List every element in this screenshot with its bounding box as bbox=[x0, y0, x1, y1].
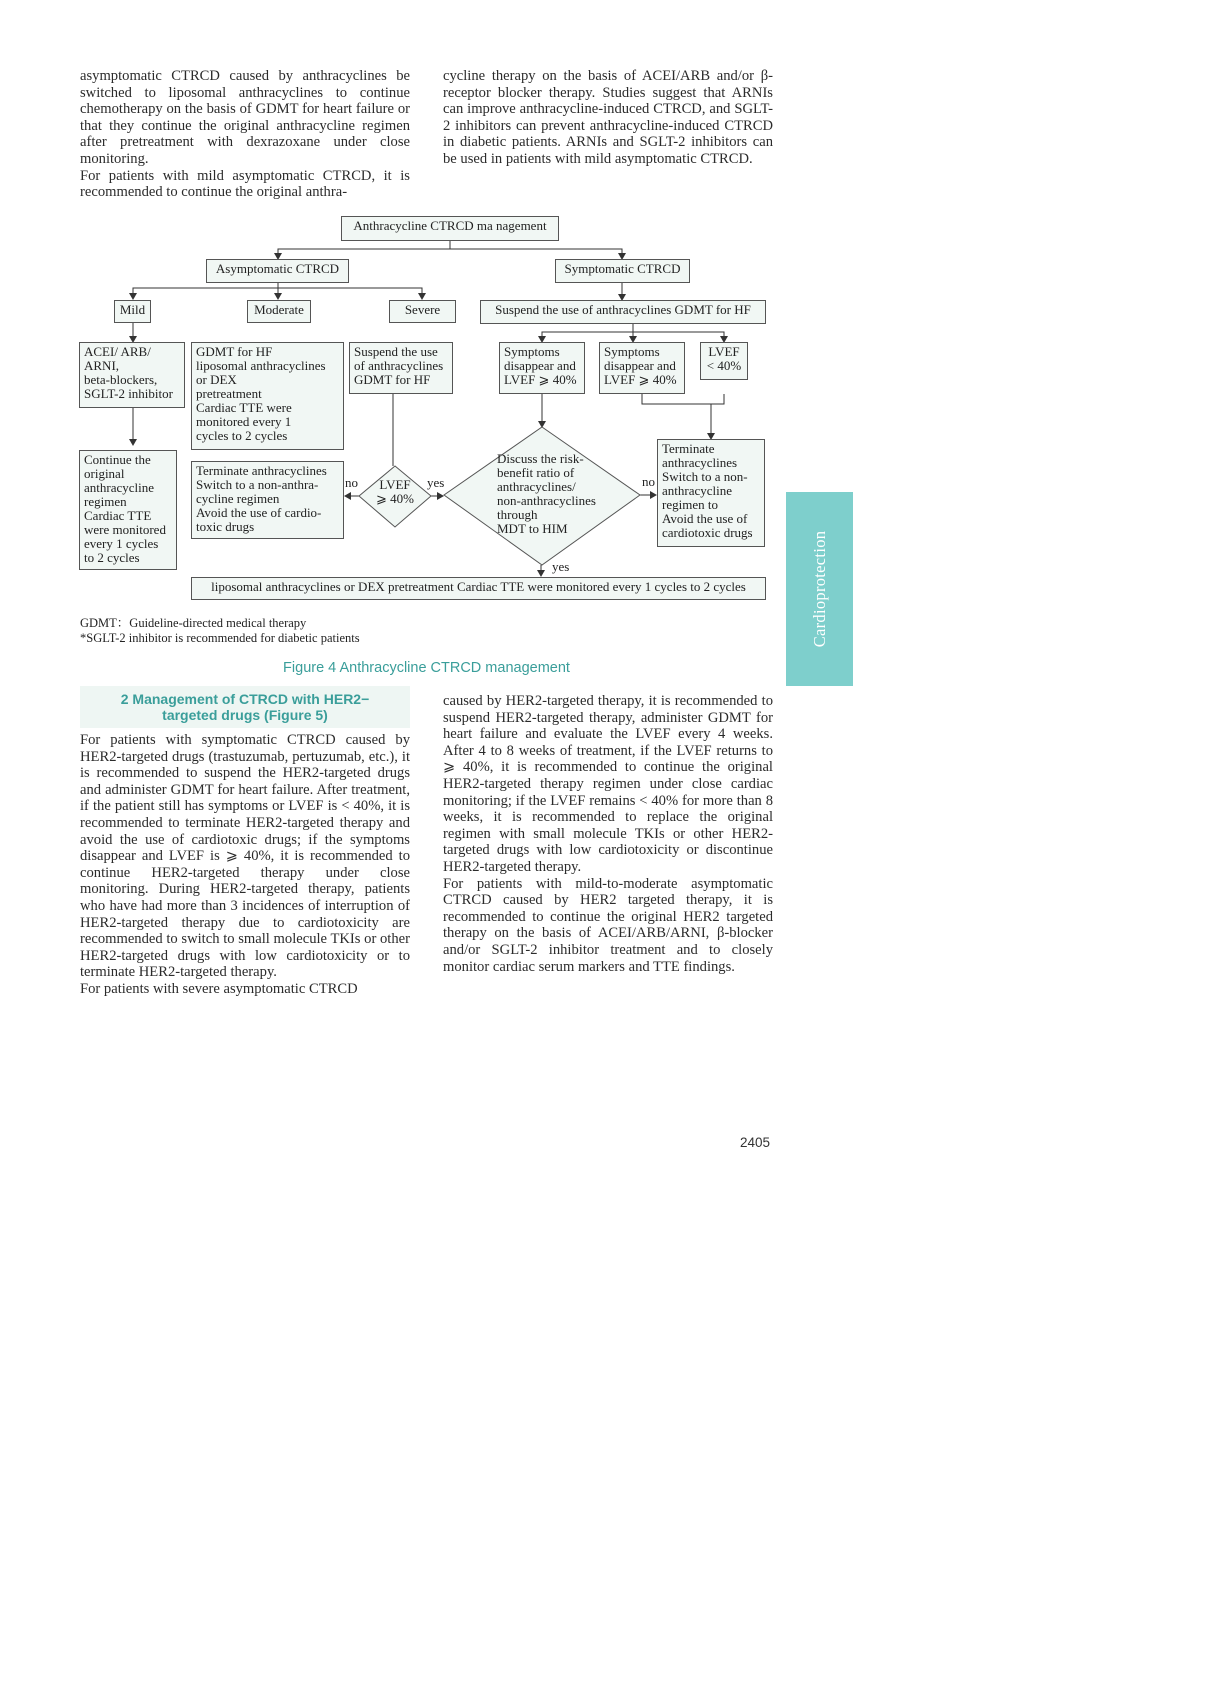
node-root: Anthracycline CTRCD ma nagement bbox=[341, 216, 559, 241]
label-yes: yes bbox=[427, 475, 445, 490]
connector bbox=[450, 249, 622, 259]
node-suspend-gdmt: Suspend the use of anthracyclines GDMT for HF bbox=[480, 300, 766, 324]
connector bbox=[633, 332, 724, 342]
connector bbox=[133, 282, 278, 299]
paragraph: For patients with severe asymptomatic CTRCD bbox=[80, 980, 358, 997]
node-lvef-below-40: LVEF < 40% bbox=[700, 342, 748, 380]
section-heading bbox=[80, 686, 410, 728]
node-severe: Severe bbox=[389, 300, 456, 323]
section-heading-line: targeted drugs (Figure 5) bbox=[162, 707, 328, 723]
connector bbox=[542, 323, 633, 342]
flowchart-connectors bbox=[0, 0, 1218, 660]
discuss-diamond-text: Discuss the risk- benefit ratio of anthracyclines/ non-anthracyclines through MDT to HIM bbox=[497, 451, 596, 536]
paragraph: asymptomatic CTRCD caused by anthracyclines be switched to liposomal anthracyclines to continue chemotherapy on the basis of GDMT for heart failure or that they continue the original anthracycline regimen after pretreatment with dexrazoxane under close monitoring. bbox=[80, 68, 410, 167]
flowchart-figure-4 bbox=[0, 0, 1218, 660]
paragraph: cycline therapy on the basis of ACEI/ARB and/or β-receptor blocker therapy. Studies suggest that ARNIs can improve anthracycline-induced CTRCD, and SGLT-2 inhibitors can prevent anthracycline-induced CTRCD in diabetic patients. ARNIs and SGLT-2 inhibitors can be used in patients with mild asymptomatic CTRCD. bbox=[443, 68, 773, 167]
figure-caption: Figure 4 Anthracycline CTRCD management bbox=[283, 660, 570, 676]
paragraph: For patients with mild-to-moderate asymptomatic CTRCD caused by HER2 targeted therapy, it is recommended to continue the original HER2 targeted therapy on the basis of ACEI/ARB/ARNI, β-blocker and/or SGLT-2 inhibitor treatment and to closely monitor cardiac serum markers and TTE findings. bbox=[443, 875, 773, 975]
label-no: no bbox=[345, 475, 358, 490]
node-bottom-monitoring: liposomal anthracyclines or DEX pretreatment Cardiac TTE were monitored every 1 cycles to 2 cycles bbox=[191, 577, 766, 600]
node-symptoms-disappear-b: Symptoms disappear and LVEF ⩾ 40% bbox=[599, 342, 685, 394]
paragraph: For patients with symptomatic CTRCD caused by HER2-targeted drugs (trastuzumab, pertuzumab, etc.), it is recommended to suspend the HER2-targeted drugs and administer GDMT for heart failure. After treatment, if the patient still has symptoms or LVEF is < 40%, it is recommended to terminate HER2-targeted therapy and avoid the use of cardiotoxic drugs; if the symptoms disappear and LVEF is ⩾ 40%, it is recommended to continue HER2-targeted therapy under close monitoring. During HER2-targeted therapy, patients who have had more than 3 incidences of interruption of HER2-targeted therapy due to cardiotoxicity are recommended to switch to small molecule TKIs or other HER2-targeted drugs with low cardiotoxicity or to terminate HER2-targeted therapy. bbox=[80, 732, 410, 981]
section-side-tab bbox=[786, 492, 853, 686]
node-symptomatic: Symptomatic CTRCD bbox=[555, 259, 690, 283]
lvef-diamond-text: LVEF ⩾ 40% bbox=[376, 477, 414, 506]
node-asymptomatic: Asymptomatic CTRCD bbox=[206, 259, 349, 283]
paragraph: For patients with mild asymptomatic CTRCD, it is recommended to continue the original anthra- bbox=[80, 167, 410, 201]
page-number: 2405 bbox=[740, 1135, 771, 1150]
node-symptoms-disappear-a: Symptoms disappear and LVEF ⩾ 40% bbox=[499, 342, 585, 394]
section-heading-line: 2 Management of CTRCD with HER2− bbox=[120, 691, 370, 707]
footnote-sglt2: *SGLT-2 inhibitor is recommended for diabetic patients bbox=[80, 631, 360, 645]
footnote-gdmt: GDMT：Guideline-directed medical therapy bbox=[80, 616, 307, 630]
body-text-bottom-right bbox=[443, 693, 773, 975]
paragraph: caused by HER2-targeted therapy, it is recommended to suspend HER2-targeted therapy, administer GDMT for heart failure and evaluate the LVEF every 4 weeks. After 4 to 8 weeks of treatment, if the LVEF returns to ⩾ 40%, it is recommended to continue the original HER2-targeted therapy regimen under close cardiac monitoring; if the LVEF remains < 40% for more than 8 weeks, it is recommended to replace the original regimen with small molecule TKIs or other HER2-targeted drugs with low cardiotoxicity or discontinue HER2-targeted therapy. bbox=[443, 693, 773, 875]
node-terminate-right: Terminate anthracyclines Switch to a non- anthracycline regimen to Avoid the use of cardiotoxic drugs bbox=[657, 439, 765, 547]
connector bbox=[278, 288, 422, 299]
node-moderate-treatment: GDMT for HF liposomal anthracyclines or DEX pretreatment Cardiac TTE were monitored every 1 cycles to 2 cycles bbox=[191, 342, 344, 450]
body-text-bottom-left bbox=[80, 732, 410, 998]
label-yes: yes bbox=[552, 559, 570, 574]
connector bbox=[278, 241, 450, 259]
node-moderate: Moderate bbox=[247, 300, 311, 323]
side-tab-label: Cardioprotection bbox=[809, 530, 829, 648]
node-mild: Mild bbox=[114, 300, 151, 323]
label-no: no bbox=[642, 474, 655, 489]
connector bbox=[642, 394, 724, 404]
node-severe-treatment: Suspend the use of anthracyclines GDMT for HF bbox=[349, 342, 453, 394]
node-mild-treatment: ACEI/ ARB/ ARNI, beta-blockers, SGLT-2 inhibitor bbox=[79, 342, 185, 408]
node-mild-continue: Continue the original anthracycline regimen Cardiac TTE were monitored every 1 cycles to 2 cycles bbox=[79, 450, 177, 570]
node-terminate-left: Terminate anthracyclines Switch to a non-anthra- cycline regimen Avoid the use of cardio- toxic drugs bbox=[191, 461, 344, 539]
